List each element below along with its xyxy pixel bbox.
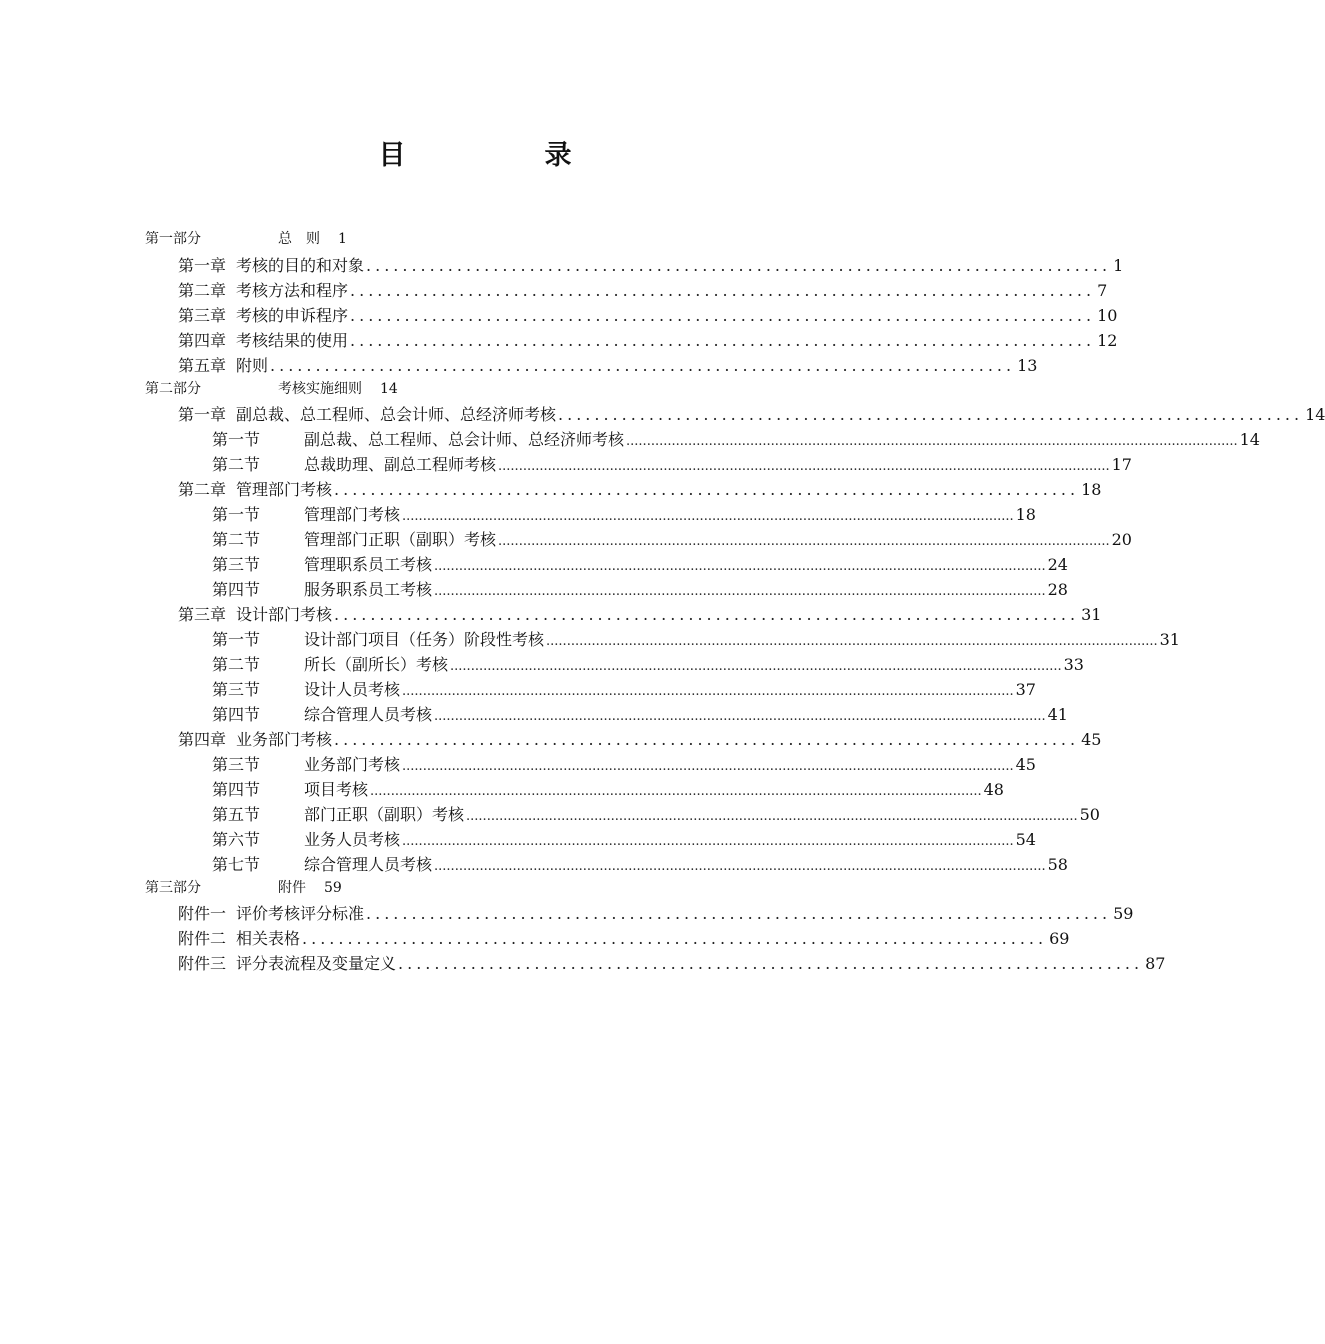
section-label: 第四节 (212, 780, 261, 799)
toc-section[interactable] (212, 677, 1036, 702)
toc-section[interactable] (212, 427, 1260, 452)
section-label: 第三节 (212, 680, 261, 699)
section-label: 第七节 (212, 855, 261, 874)
toc-attachment[interactable] (178, 926, 1070, 951)
attachment-title: 评价考核评分标准 (236, 904, 365, 923)
leader-dots: .................................................................................. (302, 929, 1048, 948)
page-number: 45 (1081, 730, 1102, 749)
chapter-label: 第二章 (178, 480, 227, 499)
leader-dots: .................................................................................. (398, 954, 1144, 973)
leader-dots: .................................................................................................................................................... (626, 434, 1238, 449)
chapter-label: 第三章 (178, 306, 227, 325)
section-label: 第三节 (212, 555, 261, 574)
leader-dots: .................................................................................................................................................... (402, 509, 1014, 524)
section-title: 管理部门正职（副职）考核 (304, 530, 497, 549)
page-number: 54 (1015, 830, 1036, 849)
toc-attachment[interactable] (178, 951, 1166, 976)
part-label: 第二部分 (145, 381, 201, 397)
page-number: 28 (1047, 580, 1068, 599)
toc-part-3[interactable] (145, 877, 342, 899)
toc-section[interactable] (212, 627, 1180, 652)
page-number: 31 (1159, 630, 1180, 649)
toc-section[interactable] (212, 827, 1036, 852)
page-number: 14 (1239, 430, 1260, 449)
toc-section[interactable] (212, 802, 1100, 827)
section-label: 第一节 (212, 630, 261, 649)
page-number: 58 (1047, 855, 1068, 874)
chapter-label: 第四章 (178, 331, 227, 350)
toc-part-1[interactable] (145, 228, 347, 250)
section-title: 设计部门项目（任务）阶段性考核 (304, 630, 545, 649)
toc-section[interactable] (212, 652, 1084, 677)
toc-section[interactable] (212, 502, 1036, 527)
leader-dots: .................................................................................................................................................... (434, 859, 1046, 874)
section-title: 项目考核 (304, 780, 369, 799)
toc-chapter[interactable] (178, 602, 1102, 627)
page-number: 87 (1145, 954, 1166, 973)
chapter-title: 副总裁、总工程师、总会计师、总经济师考核 (236, 405, 557, 424)
leader-dots: .................................................................................. (350, 281, 1096, 300)
page-number: 10 (1097, 306, 1118, 325)
part-label: 第三部分 (145, 880, 201, 896)
chapter-label: 第五章 (178, 356, 227, 375)
part-name: 总 则 (278, 231, 320, 247)
section-label: 第二节 (212, 455, 261, 474)
section-title: 业务人员考核 (304, 830, 401, 849)
leader-dots: .................................................................................. (334, 480, 1080, 499)
chapter-title: 考核的目的和对象 (236, 256, 365, 275)
toc-section[interactable] (212, 702, 1068, 727)
chapter-label: 第二章 (178, 281, 227, 300)
section-label: 第四节 (212, 705, 261, 724)
toc-section[interactable] (212, 527, 1132, 552)
section-title: 服务职系员工考核 (304, 580, 433, 599)
section-label: 第一节 (212, 505, 261, 524)
chapter-title: 管理部门考核 (236, 480, 333, 499)
page-number: 31 (1081, 605, 1102, 624)
chapter-title: 考核结果的使用 (236, 331, 349, 350)
toc-chapter[interactable] (178, 353, 1038, 378)
toc-part-2[interactable] (145, 378, 398, 400)
page-number: 14 (1305, 405, 1325, 424)
leader-dots: .................................................................................. (366, 256, 1112, 275)
page-number: 1 (1113, 256, 1124, 275)
section-title: 业务部门考核 (304, 755, 401, 774)
part-name: 附件 (278, 880, 306, 896)
leader-dots: .................................................................................. (350, 331, 1096, 350)
page-number: 18 (1015, 505, 1036, 524)
part-page: 14 (380, 381, 398, 397)
section-label: 第二节 (212, 530, 261, 549)
section-title: 管理部门考核 (304, 505, 401, 524)
leader-dots: .................................................................................................................................................... (450, 659, 1062, 674)
page-number: 33 (1063, 655, 1084, 674)
section-label: 第四节 (212, 580, 261, 599)
section-title: 管理职系员工考核 (304, 555, 433, 574)
page-number: 24 (1047, 555, 1068, 574)
leader-dots: .................................................................................. (558, 405, 1304, 424)
page-number: 17 (1111, 455, 1132, 474)
toc-attachment[interactable] (178, 901, 1134, 926)
part-name: 考核实施细则 (278, 381, 362, 397)
part-page: 1 (338, 231, 347, 247)
section-title: 综合管理人员考核 (304, 855, 433, 874)
chapter-label: 第三章 (178, 605, 227, 624)
page-number: 48 (983, 780, 1004, 799)
leader-dots: .................................................................................. (334, 730, 1080, 749)
chapter-label: 第四章 (178, 730, 227, 749)
attachment-label: 附件一 (178, 904, 227, 923)
toc-section[interactable] (212, 552, 1068, 577)
toc-chapter[interactable] (178, 278, 1108, 303)
chapter-title: 附则 (236, 356, 269, 375)
page-number: 7 (1097, 281, 1108, 300)
leader-dots: .................................................................................. (334, 605, 1080, 624)
section-label: 第六节 (212, 830, 261, 849)
section-title: 所长（副所长）考核 (304, 655, 449, 674)
leader-dots: .................................................................................................................................................... (498, 459, 1110, 474)
toc-chapter[interactable] (178, 402, 1325, 427)
attachment-title: 评分表流程及变量定义 (236, 954, 397, 973)
page-number: 59 (1113, 904, 1134, 923)
section-label: 第三节 (212, 755, 261, 774)
toc-section[interactable] (212, 777, 1004, 802)
toc-chapter[interactable] (178, 253, 1124, 278)
leader-dots: .................................................................................................................................................... (434, 709, 1046, 724)
toc-chapter[interactable] (178, 303, 1118, 328)
page-number: 37 (1015, 680, 1036, 699)
section-title: 总裁助理、副总工程师考核 (304, 455, 497, 474)
attachment-label: 附件三 (178, 954, 227, 973)
chapter-title: 考核方法和程序 (236, 281, 349, 300)
toc-section[interactable] (212, 852, 1068, 877)
leader-dots: .................................................................................................................................................... (546, 634, 1158, 649)
part-page: 59 (324, 880, 342, 896)
toc-chapter[interactable] (178, 477, 1102, 502)
leader-dots: .................................................................................. (270, 356, 1016, 375)
leader-dots: .................................................................................................................................................... (370, 784, 982, 799)
section-title: 设计人员考核 (304, 680, 401, 699)
part-label: 第一部分 (145, 231, 201, 247)
toc-section[interactable] (212, 752, 1036, 777)
attachment-label: 附件二 (178, 929, 227, 948)
page-number: 45 (1015, 755, 1036, 774)
page-number: 20 (1111, 530, 1132, 549)
page-number: 13 (1017, 356, 1038, 375)
page-number: 41 (1047, 705, 1068, 724)
page-title: 目 录 (378, 140, 628, 171)
leader-dots: .................................................................................................................................................... (498, 534, 1110, 549)
section-label: 第一节 (212, 430, 261, 449)
chapter-label: 第一章 (178, 256, 227, 275)
attachment-title: 相关表格 (236, 929, 301, 948)
section-title: 综合管理人员考核 (304, 705, 433, 724)
toc-chapter[interactable] (178, 328, 1118, 353)
toc-section[interactable] (212, 577, 1068, 602)
leader-dots: .................................................................................................................................................... (402, 684, 1014, 699)
toc-section[interactable] (212, 452, 1132, 477)
chapter-title: 设计部门考核 (236, 605, 333, 624)
leader-dots: .................................................................................................................................................... (466, 809, 1078, 824)
chapter-title: 考核的申诉程序 (236, 306, 349, 325)
page-number: 18 (1081, 480, 1102, 499)
leader-dots: .................................................................................. (350, 306, 1096, 325)
page-number: 12 (1097, 331, 1118, 350)
toc-chapter[interactable] (178, 727, 1102, 752)
leader-dots: .................................................................................................................................................... (434, 584, 1046, 599)
section-label: 第二节 (212, 655, 261, 674)
section-title: 部门正职（副职）考核 (304, 805, 465, 824)
page-number: 50 (1079, 805, 1100, 824)
page-number: 69 (1049, 929, 1070, 948)
leader-dots: .................................................................................................................................................... (402, 759, 1014, 774)
leader-dots: .................................................................................. (366, 904, 1112, 923)
section-title: 副总裁、总工程师、总会计师、总经济师考核 (304, 430, 625, 449)
section-label: 第五节 (212, 805, 261, 824)
leader-dots: .................................................................................................................................................... (434, 559, 1046, 574)
leader-dots: .................................................................................................................................................... (402, 834, 1014, 849)
chapter-label: 第一章 (178, 405, 227, 424)
chapter-title: 业务部门考核 (236, 730, 333, 749)
